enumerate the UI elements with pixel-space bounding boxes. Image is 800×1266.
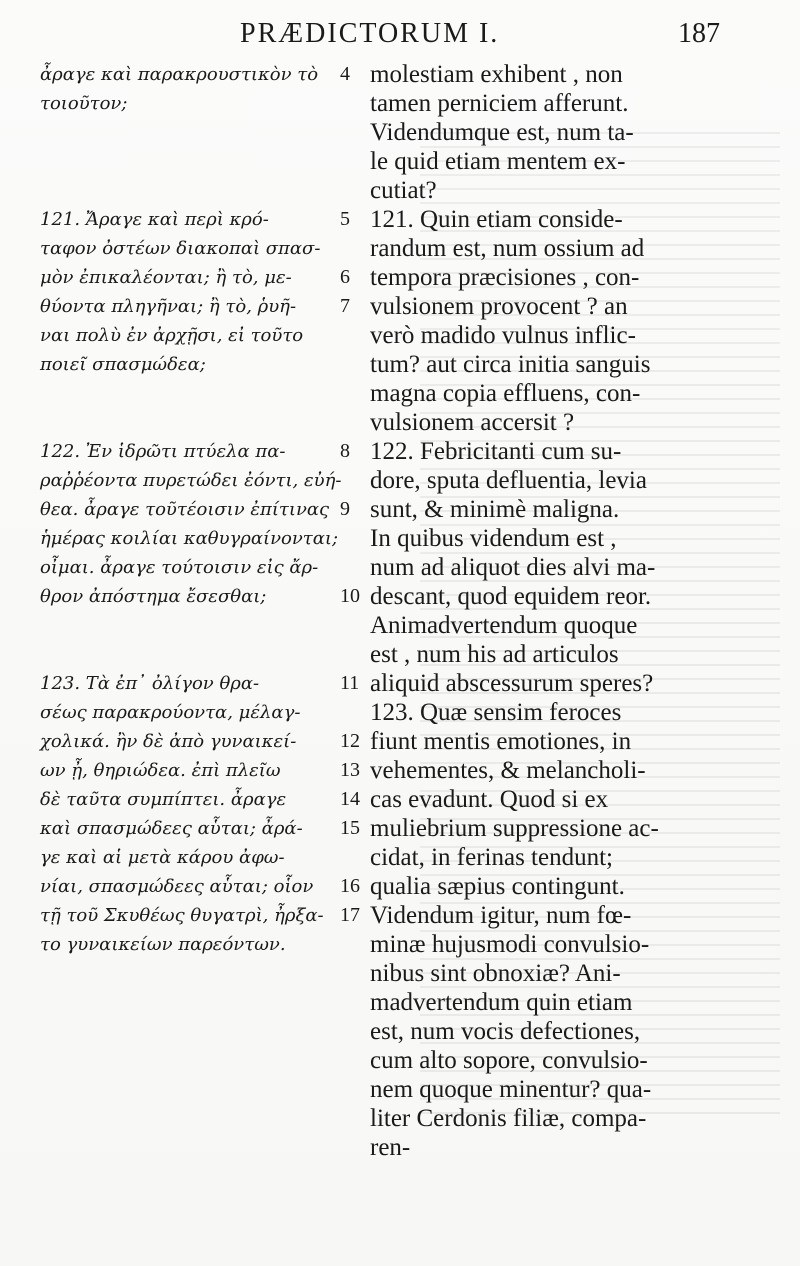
latin-line: sunt, & minimè maligna. — [370, 496, 620, 523]
latin-line: magna copia effluens, con- — [370, 380, 641, 407]
greek-line: ων ᾖ, θηριώδεα. ἐπὶ πλεῖω — [40, 760, 281, 781]
line-marker: 4 — [340, 63, 350, 85]
greek-line: χολικά. ἢν δὲ ἀπὸ γυναικεί- — [40, 731, 297, 752]
greek-line: τοιοῦτον; — [40, 93, 128, 114]
latin-line: tamen perniciem afferunt. — [370, 90, 629, 117]
latin-line: verò madido vulnus inflic- — [370, 322, 636, 349]
latin-line: randum est, num ossium ad — [370, 235, 645, 262]
latin-line: Videndumque est, num ta- — [370, 119, 634, 146]
greek-line: ποιεῖ σπασμώδεα; — [40, 354, 206, 375]
latin-line: est , num his ad articulos — [370, 641, 619, 668]
latin-line: minæ hujusmodi convulsio- — [370, 931, 650, 958]
latin-line: nibus sint obnoxiæ? Ani- — [370, 960, 621, 987]
line-marker: 8 — [340, 440, 350, 462]
latin-line: Animadvertendum quoque — [370, 612, 638, 639]
page-number: 187 — [678, 18, 720, 49]
greek-line — [40, 118, 380, 147]
latin-line: fiunt mentis emotiones, in — [370, 728, 632, 755]
greek-line: θύοντα πληγῆναι; ἢ τὸ, ῥυῆ- — [40, 296, 297, 317]
line-marker: 13 — [340, 759, 360, 781]
latin-line: cidat, in ferinas tendunt; — [370, 844, 613, 871]
latin-line: le quid etiam mentem ex- — [370, 148, 626, 175]
line-marker: 9 — [340, 498, 350, 520]
running-title: PRÆDICTORUM I. — [240, 18, 500, 49]
latin-line: qualia sæpius contingunt. — [370, 873, 625, 900]
line-marker: 15 — [340, 817, 360, 839]
latin-line: vulsionem provocent ? an — [370, 293, 628, 320]
running-header — [60, 18, 760, 58]
greek-line: το γυναικείων παρεόντων. — [40, 934, 286, 955]
greek-line — [40, 408, 380, 437]
greek-line: ἡμέρας κοιλίαι καθυγραίνονται; — [40, 528, 339, 549]
greek-line: 122. Ἐν ἱδρῶτι πτύελα πα- — [40, 441, 286, 462]
greek-line — [40, 147, 380, 176]
greek-line: σέως παρακρούοντα, μέλαγ- — [40, 702, 301, 723]
greek-line: θρον ἀπόστημα ἔσεσθαι; — [40, 586, 267, 607]
latin-line: Videndum igitur, num fœ- — [370, 902, 632, 929]
line-marker: 6 — [340, 266, 350, 288]
greek-line: τῇ τοῦ Σκυθέως θυγατρὶ, ἦρξα- — [40, 905, 324, 926]
greek-line: καὶ σπασμώδεες αὗται; ἆρά- — [40, 818, 303, 839]
latin-line: liter Cerdonis filiæ, compa- — [370, 1105, 647, 1132]
greek-line: ταφον ὀστέων διακοπαὶ σπασ- — [40, 238, 321, 259]
greek-column — [40, 60, 380, 959]
latin-line: tum? aut circa initia sanguis — [370, 351, 651, 378]
greek-line: ἆραγε καὶ παρακρουστικὸν τὸ — [40, 64, 319, 85]
line-marker: 5 — [340, 208, 350, 230]
line-marker: 10 — [340, 585, 360, 607]
line-marker: 12 — [340, 730, 360, 752]
greek-line — [40, 379, 380, 408]
greek-line: θεα. ἆραγε τοῦτέοισιν ἐπίτινας — [40, 499, 330, 520]
latin-line: cas evadunt. Quod si ex — [370, 786, 609, 813]
latin-line: 121. Quin etiam conside- — [370, 206, 623, 233]
greek-line — [40, 640, 380, 669]
latin-line: cum alto sopore, convulsio- — [370, 1047, 648, 1074]
greek-line: 123. Τὰ ἐπ᾽ ὀλίγον θρα- — [40, 673, 260, 694]
latin-line: num ad aliquot dies alvi ma- — [370, 554, 656, 581]
latin-line: nem quoque minentur? qua- — [370, 1076, 652, 1103]
line-marker: 7 — [340, 295, 350, 317]
latin-line: vulsionem accersit ? — [370, 409, 575, 436]
line-marker: 17 — [340, 904, 360, 926]
latin-line: vehementes, & melancholi- — [370, 757, 646, 784]
latin-line: 122. Febricitanti cum su- — [370, 438, 622, 465]
greek-line: δὲ ταῦτα συμπίπτει. ἆραγε — [40, 789, 287, 810]
latin-line: cutiat? — [370, 177, 437, 204]
line-marker: 11 — [340, 672, 360, 694]
greek-line: νίαι, σπασμώδεες αὗται; οἷον — [40, 876, 314, 897]
latin-line: 123. Quæ sensim feroces — [370, 699, 622, 726]
latin-line: muliebrium suppressione ac- — [370, 815, 659, 842]
latin-line: est, num vocis defectiones, — [370, 1018, 641, 1045]
latin-line: aliquid abscessurum speres? — [370, 670, 654, 697]
latin-line: descant, quod equidem reor. — [370, 583, 652, 610]
latin-column — [370, 60, 770, 1162]
latin-line: In quibus videndum est , — [370, 525, 617, 552]
latin-line: molestiam exhibent , non — [370, 61, 623, 88]
greek-line: ναι πολὺ ἐν ἀρχῇσι, εἰ τοῦτο — [40, 325, 304, 346]
line-marker: 14 — [340, 788, 360, 810]
greek-line — [40, 611, 380, 640]
greek-line — [40, 176, 380, 205]
greek-line: γε καὶ αἱ μετὰ κάρου ἀφω- — [40, 847, 285, 868]
latin-line: ren- — [370, 1134, 411, 1161]
greek-line: οἶμαι. ἆραγε τούτοισιν εἰς ἄρ- — [40, 557, 319, 578]
line-marker: 16 — [340, 875, 360, 897]
greek-line: 121. Ἄραγε καὶ περὶ κρό- — [40, 209, 269, 230]
latin-line: madvertendum quin etiam — [370, 989, 633, 1016]
greek-line: μὸν ἐπικαλέονται; ἢ τὸ, με- — [40, 267, 292, 288]
latin-line: dore, sputa defluentia, levia — [370, 467, 647, 494]
greek-line: ραῤῥέοντα πυρετώδει ἐόντι, εὐή- — [40, 470, 342, 491]
latin-line: tempora præcisiones , con- — [370, 264, 640, 291]
